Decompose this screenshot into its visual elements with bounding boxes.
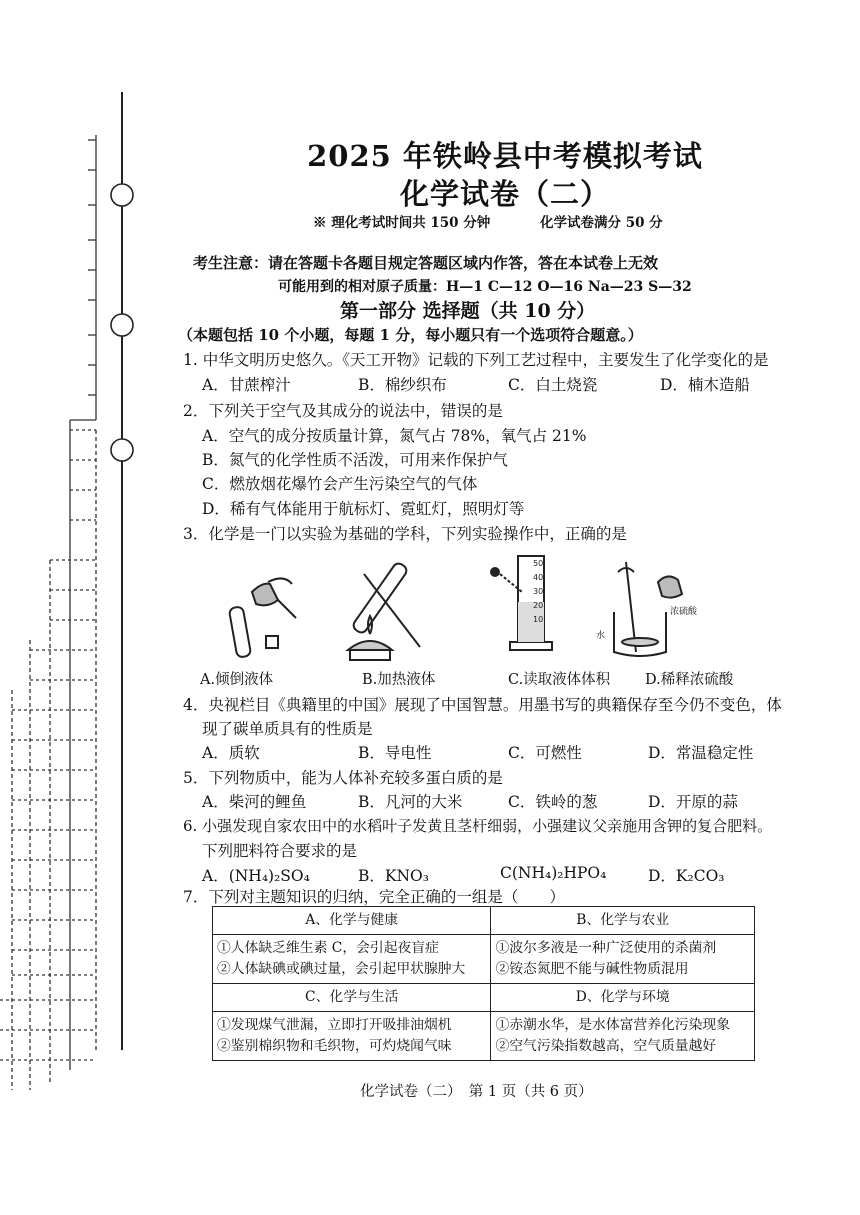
question-4-option-d: D．常温稳定性 [648, 744, 754, 762]
section-title: 第一部分 选择题（共 10 分） [340, 300, 596, 322]
question-7-table [212, 906, 755, 1061]
question-1-option-a: A．甘蔗榨汁 [202, 376, 291, 394]
question-1-option-c: C．白土烧瓷 [508, 376, 598, 394]
cylinder-tick-label: 30 [533, 587, 544, 596]
page-footer: 化学试卷（二） 第 1 页（共 6 页） [360, 1084, 593, 1100]
table-header-c: C、化学与生活 [213, 984, 491, 1012]
score-note: 化学试卷满分 50 分 [540, 215, 663, 231]
table-item: ②鉴别棉织物和毛织物，可灼烧闻气味 [217, 1038, 452, 1054]
question-2-option-d: D．稀有气体能用于航标灯、霓虹灯，照明灯等 [202, 500, 525, 518]
question-4-stem: 4．央视栏目《典籍里的中国》展现了中国智慧。用墨书写的典籍保存至今仍不变色，体 [183, 696, 782, 714]
question-6-option-b: B．KNO₃ [358, 867, 429, 885]
question-6-option-d: D．K₂CO₃ [648, 867, 725, 885]
question-5-stem: 5．下列物质中，能为人体补充较多蛋白质的是 [183, 769, 503, 787]
acid-label: 浓硫酸 [670, 607, 698, 617]
question-2-stem: 2．下列关于空气及其成分的说法中，错误的是 [183, 402, 503, 420]
table-item: ①人体缺乏维生素 C，会引起夜盲症 [217, 940, 439, 956]
cylinder-tick-label: 50 [533, 559, 544, 568]
table-item: ②人体缺碘或碘过量，会引起甲状腺肿大 [217, 961, 466, 977]
question-7-stem: 7．下列对主题知识的归纳，完全正确的一组是（ ） [183, 888, 565, 906]
question-2-option-a: A．空气的成分按质量计算，氮气占 78%，氧气占 21% [202, 427, 587, 445]
cylinder-tick-label: 10 [533, 615, 544, 624]
question-3-option-d: D.稀释浓硫酸 [645, 672, 734, 688]
question-2-option-b: B．氮气的化学性质不活泼，可用来作保护气 [202, 451, 508, 469]
experiment-illustrations [200, 552, 740, 667]
candidate-notice: 考生注意：请在答题卡各题目规定答题区域内作答，答在本试卷上无效 [193, 254, 659, 272]
binding-hole [111, 439, 133, 461]
table-item: ①赤潮水华，是水体富营养化污染现象 [495, 1017, 730, 1033]
question-6-stem: 6. 小强发现自家农田中的水稻叶子发黄且茎杆细弱，小强建议父亲施用含钾的复合肥料。 [183, 817, 773, 835]
question-3-option-c: C.读取液体体积 [508, 672, 611, 688]
question-6-stem-cont: 下列肥料符合要求的是 [202, 842, 358, 860]
question-5-option-b: B．凡河的大米 [358, 793, 463, 811]
question-5-option-a: A．柴河的鲤鱼 [202, 793, 307, 811]
table-cell-d [491, 1012, 755, 1061]
table-cell-a [213, 935, 491, 984]
question-5-option-d: D．开原的蒜 [648, 793, 738, 811]
pouring-liquid-figure [229, 578, 296, 657]
question-6-option-a: A．(NH₄)₂SO₄ [202, 867, 310, 885]
table-header-a: A、化学与健康 [213, 907, 491, 935]
table-item: ②铵态氮肥不能与碱性物质混用 [495, 961, 689, 977]
time-note: ※ 理化考试时间共 150 分钟 [313, 215, 491, 231]
table-item: ①发现煤气泄漏，立即打开吸排油烟机 [217, 1017, 452, 1033]
section-instructions: （本题包括 10 个小题，每题 1 分，每小题只有一个选项符合题意。） [178, 326, 643, 344]
cylinder-tick-label: 20 [533, 601, 544, 610]
table-header-d: D、化学与环境 [491, 984, 755, 1012]
table-cell-b [491, 935, 755, 984]
question-1-option-b: B．棉纱织布 [358, 376, 447, 394]
question-3-option-b: B.加热液体 [362, 672, 436, 688]
question-3-stem: 3．化学是一门以实验为基础的学科，下列实验操作中，正确的是 [183, 525, 627, 543]
exam-title: 2025 年铁岭县中考模拟考试 [307, 139, 703, 173]
question-6-option-c: C(NH₄)₂HPO₄ [500, 864, 607, 882]
table-header-b: B、化学与农业 [491, 907, 755, 935]
question-4-stem-cont: 现了碳单质具有的性质是 [202, 720, 373, 738]
cylinder-tick-label: 40 [533, 573, 544, 582]
binding-hole [111, 314, 133, 336]
question-4-option-b: B．导电性 [358, 744, 432, 762]
question-3-option-a: A.倾倒液体 [200, 672, 274, 688]
table-item: ②空气污染指数越高，空气质量越好 [495, 1038, 717, 1054]
exam-subtitle: 化学试卷（二） [399, 177, 610, 211]
table-cell-c [213, 1012, 491, 1061]
question-1-stem: 1. 中华文明历史悠久。《天工开物》记载的下列工艺过程中，主要发生了化学变化的是 [183, 351, 769, 369]
water-label: 水 [596, 631, 606, 641]
table-item: ①波尔多液是一种广泛使用的杀菌剂 [495, 940, 717, 956]
atomic-masses: 可能用到的相对原子质量：H—1 C—12 O—16 Na—23 S—32 [278, 279, 692, 295]
question-5-option-c: C．铁岭的葱 [508, 793, 598, 811]
question-1-option-d: D．楠木造船 [660, 376, 750, 394]
question-2-option-c: C．燃放烟花爆竹会产生污染空气的气体 [202, 475, 478, 493]
question-4-option-c: C．可燃性 [508, 744, 582, 762]
question-4-option-a: A．质软 [202, 744, 260, 762]
heating-liquid-figure [348, 561, 420, 660]
